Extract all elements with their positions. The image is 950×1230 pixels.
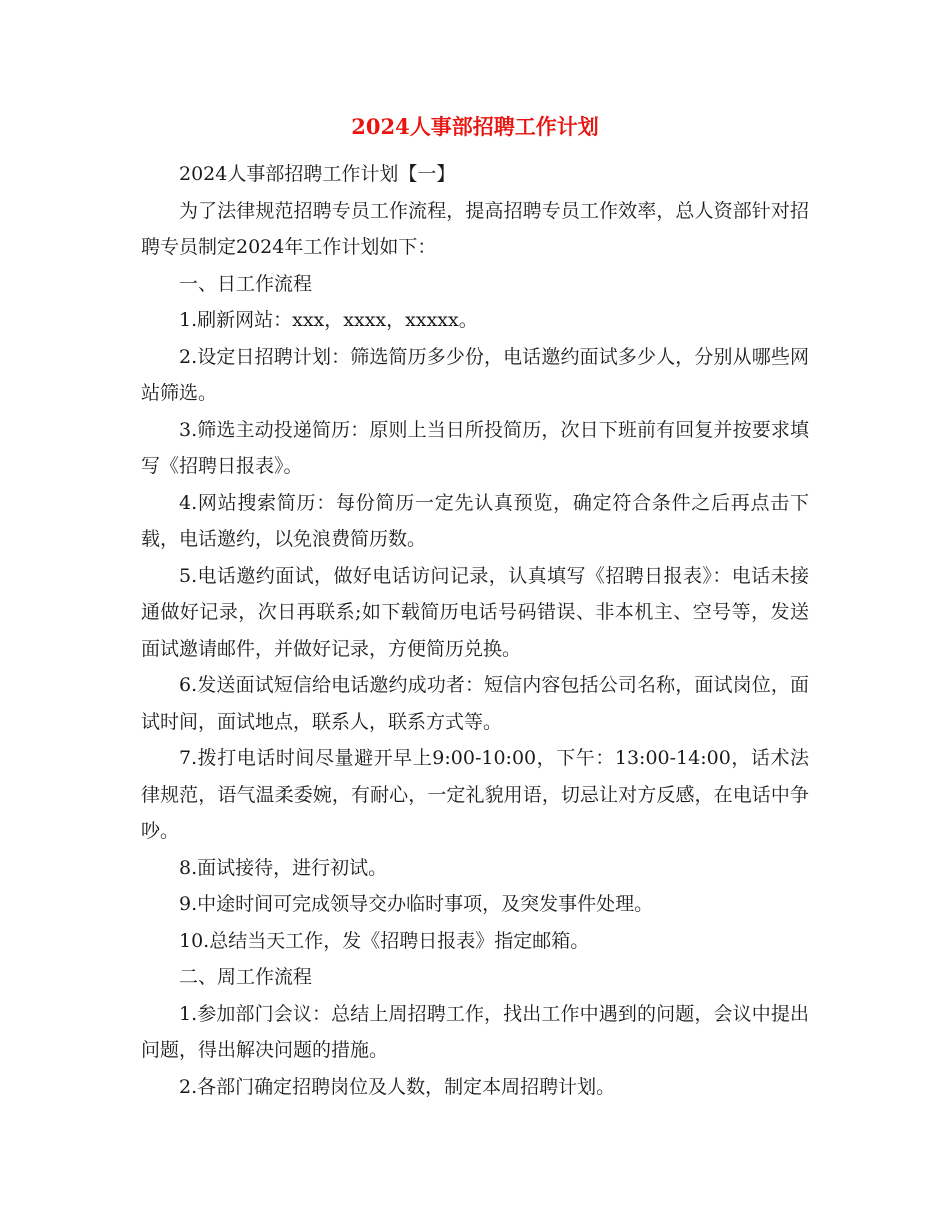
paragraph-daily-6: 6.发送面试短信给电话邀约成功者：短信内容包括公司名称，面试岗位，面试时间，面试地点，联系人，联系方式等。: [141, 674, 809, 733]
paragraph-daily-3: 3.筛选主动投递简历：原则上当日所投简历，次日下班前有回复并按要求填写《招聘日报表》。: [141, 418, 809, 477]
paragraph-weekly-heading: 二、周工作流程: [179, 966, 313, 988]
document-title: 2024人事部招聘工作计划: [351, 114, 599, 139]
paragraph-daily-9: 9.中途时间可完成领导交办临时事项，及突发事件处理。: [179, 893, 654, 915]
paragraph-daily-10: 10.总结当天工作，发《招聘日报表》指定邮箱。: [179, 929, 590, 952]
paragraph-daily-7: 7.拨打电话时间尽量避开早上9:00-10:00，下午：13:00-14:00，话术法律规范，语气温柔委婉，有耐心，一定礼貌用语，切忌让对方反感，在电话中争吵。: [141, 747, 809, 842]
paragraph-daily-1: 1.刷新网站：xxx，xxxx，xxxxx。: [179, 309, 478, 331]
paragraph-daily-5: 5.电话邀约面试，做好电话访问记录，认真填写《招聘日报表》：电话未接通做好记录，次日再联系;如下载简历电话号码错误、非本机主、空号等，发送面试邀请邮件，并做好记录，方便简历兑换。: [141, 564, 809, 660]
document-body: [141, 156, 809, 1105]
paragraph-daily-8: 8.面试接待，进行初试。: [179, 856, 388, 879]
paragraph-section-heading: 2024人事部招聘工作计划【一】: [179, 163, 456, 185]
paragraph-weekly-2: 2.各部门确定招聘岗位及人数，制定本周招聘计划。: [179, 1075, 616, 1098]
paragraph-daily-heading: 一、日工作流程: [179, 272, 313, 295]
paragraph-daily-4: 4.网站搜索简历：每份简历一定先认真预览，确定符合条件之后再点击下载，电话邀约，以免浪费简历数。: [141, 491, 809, 550]
paragraph-intro: 为了法律规范招聘专员工作流程，提高招聘专员工作效率，总人资部针对招聘专员制定2024年工作计划如下：: [141, 199, 809, 258]
paragraph-daily-2: 2.设定日招聘计划：筛选简历多少份，电话邀约面试多少人，分别从哪些网站筛选。: [141, 345, 809, 404]
paragraph-weekly-1: 1.参加部门会议：总结上周招聘工作，找出工作中遇到的问题，会议中提出问题，得出解决问题的措施。: [141, 1002, 809, 1061]
